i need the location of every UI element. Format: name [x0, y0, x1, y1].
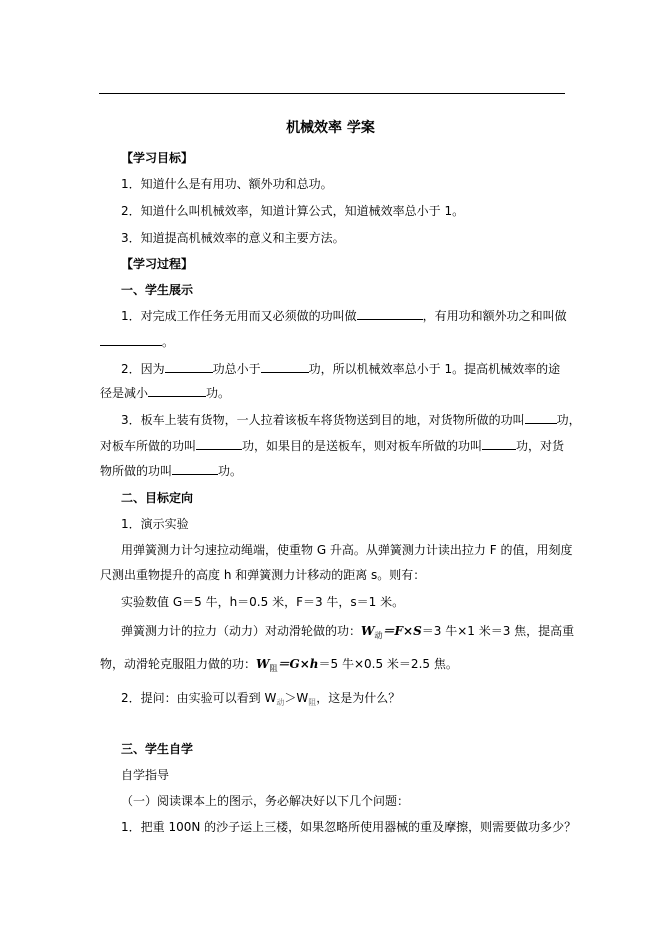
answer-blank[interactable] — [165, 361, 213, 373]
q3-text-a: 3．板车上装有货物，一人拉着该板车将货物送到目的地，对货物所做的功叫 — [121, 413, 525, 427]
question-3-line-1 — [121, 412, 581, 428]
formula-expression: ＝F×S — [382, 624, 422, 638]
goals-header: 【学习目标】 — [121, 151, 194, 165]
question-1-line-2 — [100, 334, 174, 350]
demo-heading: 1．演示实验 — [121, 517, 189, 531]
q1-text-c: 。 — [162, 335, 175, 349]
formula-w-dynamic — [361, 624, 422, 638]
question-2-line-2 — [100, 385, 230, 401]
q3-text-g: 功。 — [218, 464, 243, 478]
experiment-data: 实验数值 G＝5 牛，h＝0.5 米，F＝3 牛，s＝1 米。 — [121, 595, 405, 609]
formula-w-resistance — [256, 657, 319, 671]
q1-text-a: 1．对完成工作任务无用而又必须做的功叫做 — [121, 309, 357, 323]
section-2-heading: 二、目标定向 — [121, 491, 194, 505]
work1-text-a: 弹簧测力计的拉力（动力）对动滑轮做的功： — [121, 624, 362, 638]
answer-blank[interactable] — [357, 308, 423, 320]
guide-heading: 自学指导 — [121, 768, 170, 782]
q1-text-b: ，有用功和额外功之和叫做 — [422, 309, 567, 323]
section-1-heading: 一、学生展示 — [121, 283, 194, 297]
demo-text-line-1: 用弹簧测力计匀速拉动绳端，使重物 G 升高。从弹簧测力计读出拉力 F 的值，用刻度 — [121, 543, 573, 557]
question-line — [121, 690, 400, 711]
q3-text-b: 功， — [556, 413, 581, 427]
work-line-2 — [100, 656, 458, 677]
formula-expression: ＝G×h — [277, 657, 319, 671]
q3-text-c: 对板车所做的功叫 — [100, 439, 197, 453]
answer-blank[interactable] — [482, 438, 516, 450]
q2-text-d: 径是减小 — [100, 386, 149, 400]
question-3-line-2 — [100, 438, 564, 454]
demo-text-line-2: 尺测出重物提升的高度 h 和弹簧测力计移动的距离 s。则有： — [100, 568, 426, 582]
ask-subscript-1: 动 — [276, 698, 285, 707]
work2-text-a: 物，动滑轮克服阻力做的功： — [100, 657, 257, 671]
section-3-heading: 三、学生自学 — [121, 742, 194, 756]
question-2-line-1 — [121, 361, 560, 377]
header-rule — [99, 93, 565, 94]
q3-text-f: 物所做的功叫 — [100, 464, 173, 478]
ask-text-a: 2．提问：由实验可以看到 W — [121, 691, 277, 705]
answer-blank[interactable] — [100, 334, 162, 346]
guide-item: （一）阅读课本上的图示，务必解决好以下几个问题： — [121, 794, 410, 808]
answer-blank[interactable] — [172, 463, 218, 475]
work-line-1 — [121, 623, 574, 644]
answer-blank[interactable] — [261, 361, 309, 373]
q2-text-c: 功，所以机械效率总小于 1。提高机械效率的途 — [308, 362, 561, 376]
ask-text-b: ，这是为什么？ — [316, 691, 401, 705]
formula-subscript: 动 — [374, 631, 383, 640]
formula-symbol: W — [361, 624, 375, 638]
q2-text-e: 功。 — [206, 386, 231, 400]
q2-text-a: 2．因为 — [121, 362, 165, 376]
self-study-question-1: 1．把重 100N 的沙子运上三楼，如果忽略所使用器械的重及摩擦，则需要做功多少？ — [121, 820, 577, 834]
goal-item-3: 3．知道提高机械效率的意义和主要方法。 — [121, 231, 345, 245]
goal-item-1: 1．知道什么是有用功、额外功和总功。 — [121, 177, 333, 191]
page-title: 机械效率 学案 — [286, 120, 375, 136]
answer-blank[interactable] — [148, 385, 206, 397]
answer-blank[interactable] — [525, 412, 557, 424]
q3-text-e: 功，对货 — [516, 439, 565, 453]
goal-item-2: 2．知道什么叫机械效率，知道计算公式，知道械效率总小于 1。 — [121, 204, 465, 218]
ask-subscript-2: 阻 — [308, 698, 317, 707]
question-1-line-1 — [121, 308, 567, 324]
answer-blank[interactable] — [196, 438, 242, 450]
question-3-line-3 — [100, 463, 242, 479]
ask-text-mid: ＞W — [284, 691, 309, 705]
work1-text-b: ＝3 牛×1 米＝3 焦，提高重 — [421, 624, 575, 638]
formula-symbol: W — [256, 657, 270, 671]
work2-text-b: ＝5 牛×0.5 米＝2.5 焦。 — [318, 657, 458, 671]
process-header: 【学习过程】 — [121, 257, 194, 271]
formula-subscript: 阻 — [269, 664, 278, 673]
q2-text-b: 功总小于 — [212, 362, 261, 376]
q3-text-d: 功，如果目的是送板车，则对板车所做的功叫 — [242, 439, 483, 453]
